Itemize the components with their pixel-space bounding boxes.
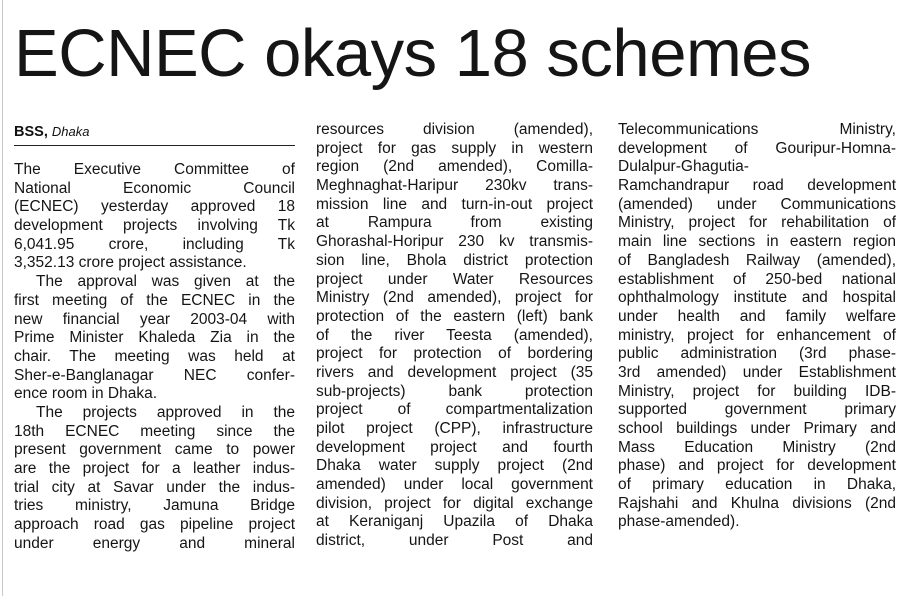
text-line: present government came to power <box>14 441 295 459</box>
text-line: new financial year 2003-04 with <box>14 310 295 328</box>
text-line: district, under Post and <box>316 532 593 550</box>
article-column-1 <box>14 161 295 553</box>
text-line: region (2nd amended), Comilla- <box>316 158 593 176</box>
text-line: 3rd amended) under Establishment <box>618 363 896 381</box>
text-line: Dhaka water supply project (2nd <box>316 457 593 475</box>
text-line: resources division (amended), <box>316 121 593 138</box>
text-line: phase-amended). <box>618 513 740 531</box>
text-line: Ramchandrapur road development <box>618 177 896 195</box>
text-line: sion line, Bhola district protection <box>316 251 593 269</box>
text-line: sub-projects) bank protection <box>316 382 593 400</box>
text-line: ophthalmology institute and hospital <box>618 289 896 307</box>
text-line: rivers and development project (35 <box>316 363 593 381</box>
text-line: Prime Minister Khaleda Zia in the <box>14 329 295 347</box>
text-line: The Executive Committee of <box>14 161 295 178</box>
text-line: Ghorashal-Horipur 230 kv transmis- <box>316 233 593 251</box>
page-border-rule <box>2 0 3 596</box>
text-line: ministry, project for enhancement of <box>618 326 896 344</box>
text-line: pilot project (CPP), infrastructure <box>316 420 593 437</box>
text-line: public administration (3rd phase- <box>618 345 896 363</box>
text-line: Dulalpur-Ghagutia- <box>618 158 749 176</box>
text-line: 6,041.95 crore, including Tk <box>14 235 295 253</box>
text-line: 18th ECNEC meeting since the <box>14 422 295 440</box>
text-line: Mass Education Ministry (2nd <box>618 438 896 456</box>
text-line: development of Gouripur-Homna- <box>618 139 896 157</box>
text-line: Sher-e-Banglanagar NEC confer- <box>14 366 295 384</box>
text-line: Ministry (2nd amended), project for <box>316 289 593 307</box>
text-line: tries ministry, Jamuna Bridge <box>14 497 295 515</box>
text-line: supported government primary <box>618 401 896 419</box>
text-line: Rajshahi and Khulna divisions (2nd <box>618 494 896 512</box>
text-line: (amended) under Communications <box>618 195 896 213</box>
text-line: of primary education in Dhaka, <box>618 476 896 494</box>
text-line: Ministry, project for rehabilitation of <box>618 214 896 232</box>
text-line: project under Water Resources <box>316 270 593 288</box>
headline: ECNEC okays 18 schemes <box>14 16 812 91</box>
text-line: under energy and mineral <box>14 534 295 552</box>
text-line: (ECNEC) yesterday approved 18 <box>14 198 295 216</box>
article-column-2 <box>316 121 593 551</box>
text-line: main line sections in eastern region <box>618 233 896 251</box>
text-line: 3,352.13 crore project assistance. <box>14 254 247 272</box>
text-line: protection of the eastern (left) bank <box>316 307 593 325</box>
byline-divider <box>14 145 295 146</box>
text-line: mission line and turn-in-out project <box>316 195 593 213</box>
text-line: first meeting of the ECNEC in the <box>14 291 295 309</box>
text-line: project for protection of bordering <box>316 345 593 363</box>
text-line: The projects approved in the <box>36 403 295 421</box>
text-line: phase) and project for development <box>618 457 896 475</box>
text-line: establishment of 250-bed national <box>618 270 896 288</box>
text-line: ence room in Dhaka. <box>14 385 158 403</box>
text-line: project for gas supply in western <box>316 139 593 157</box>
text-line: chair. The meeting was held at <box>14 347 295 365</box>
text-line: Telecommunications Ministry, <box>618 121 896 138</box>
text-line: school buildings under Primary and <box>618 420 896 437</box>
text-line: development projects involving Tk <box>14 217 295 235</box>
byline <box>14 122 294 142</box>
text-line: The approval was given at the <box>36 273 295 291</box>
text-line: under health and family welfare <box>618 307 896 325</box>
text-line: at Rampura from existing <box>316 214 593 232</box>
text-line: of Bangladesh Railway (amended), <box>618 251 896 269</box>
byline-source: BSS, <box>14 124 48 140</box>
text-line: of the river Teesta (amended), <box>316 326 593 344</box>
byline-place: Dhaka <box>51 124 90 139</box>
text-line: National Economic Council <box>14 179 295 197</box>
text-line: amended) under local government <box>316 476 593 494</box>
text-line: Meghnaghat-Haripur 230kv trans- <box>316 177 593 195</box>
text-line: development project and fourth <box>316 438 593 456</box>
text-line: at Keraniganj Upazila of Dhaka <box>316 513 593 531</box>
text-line: trial city at Savar under the indus- <box>14 478 295 496</box>
text-line: approach road gas pipeline project <box>14 516 295 534</box>
article-column-3 <box>618 121 896 532</box>
text-line: project of compartmentalization <box>316 401 593 419</box>
text-line: division, project for digital exchange <box>316 494 593 512</box>
text-line: Ministry, project for building IDB- <box>618 382 896 400</box>
text-line: are the project for a leather indus- <box>14 460 295 477</box>
